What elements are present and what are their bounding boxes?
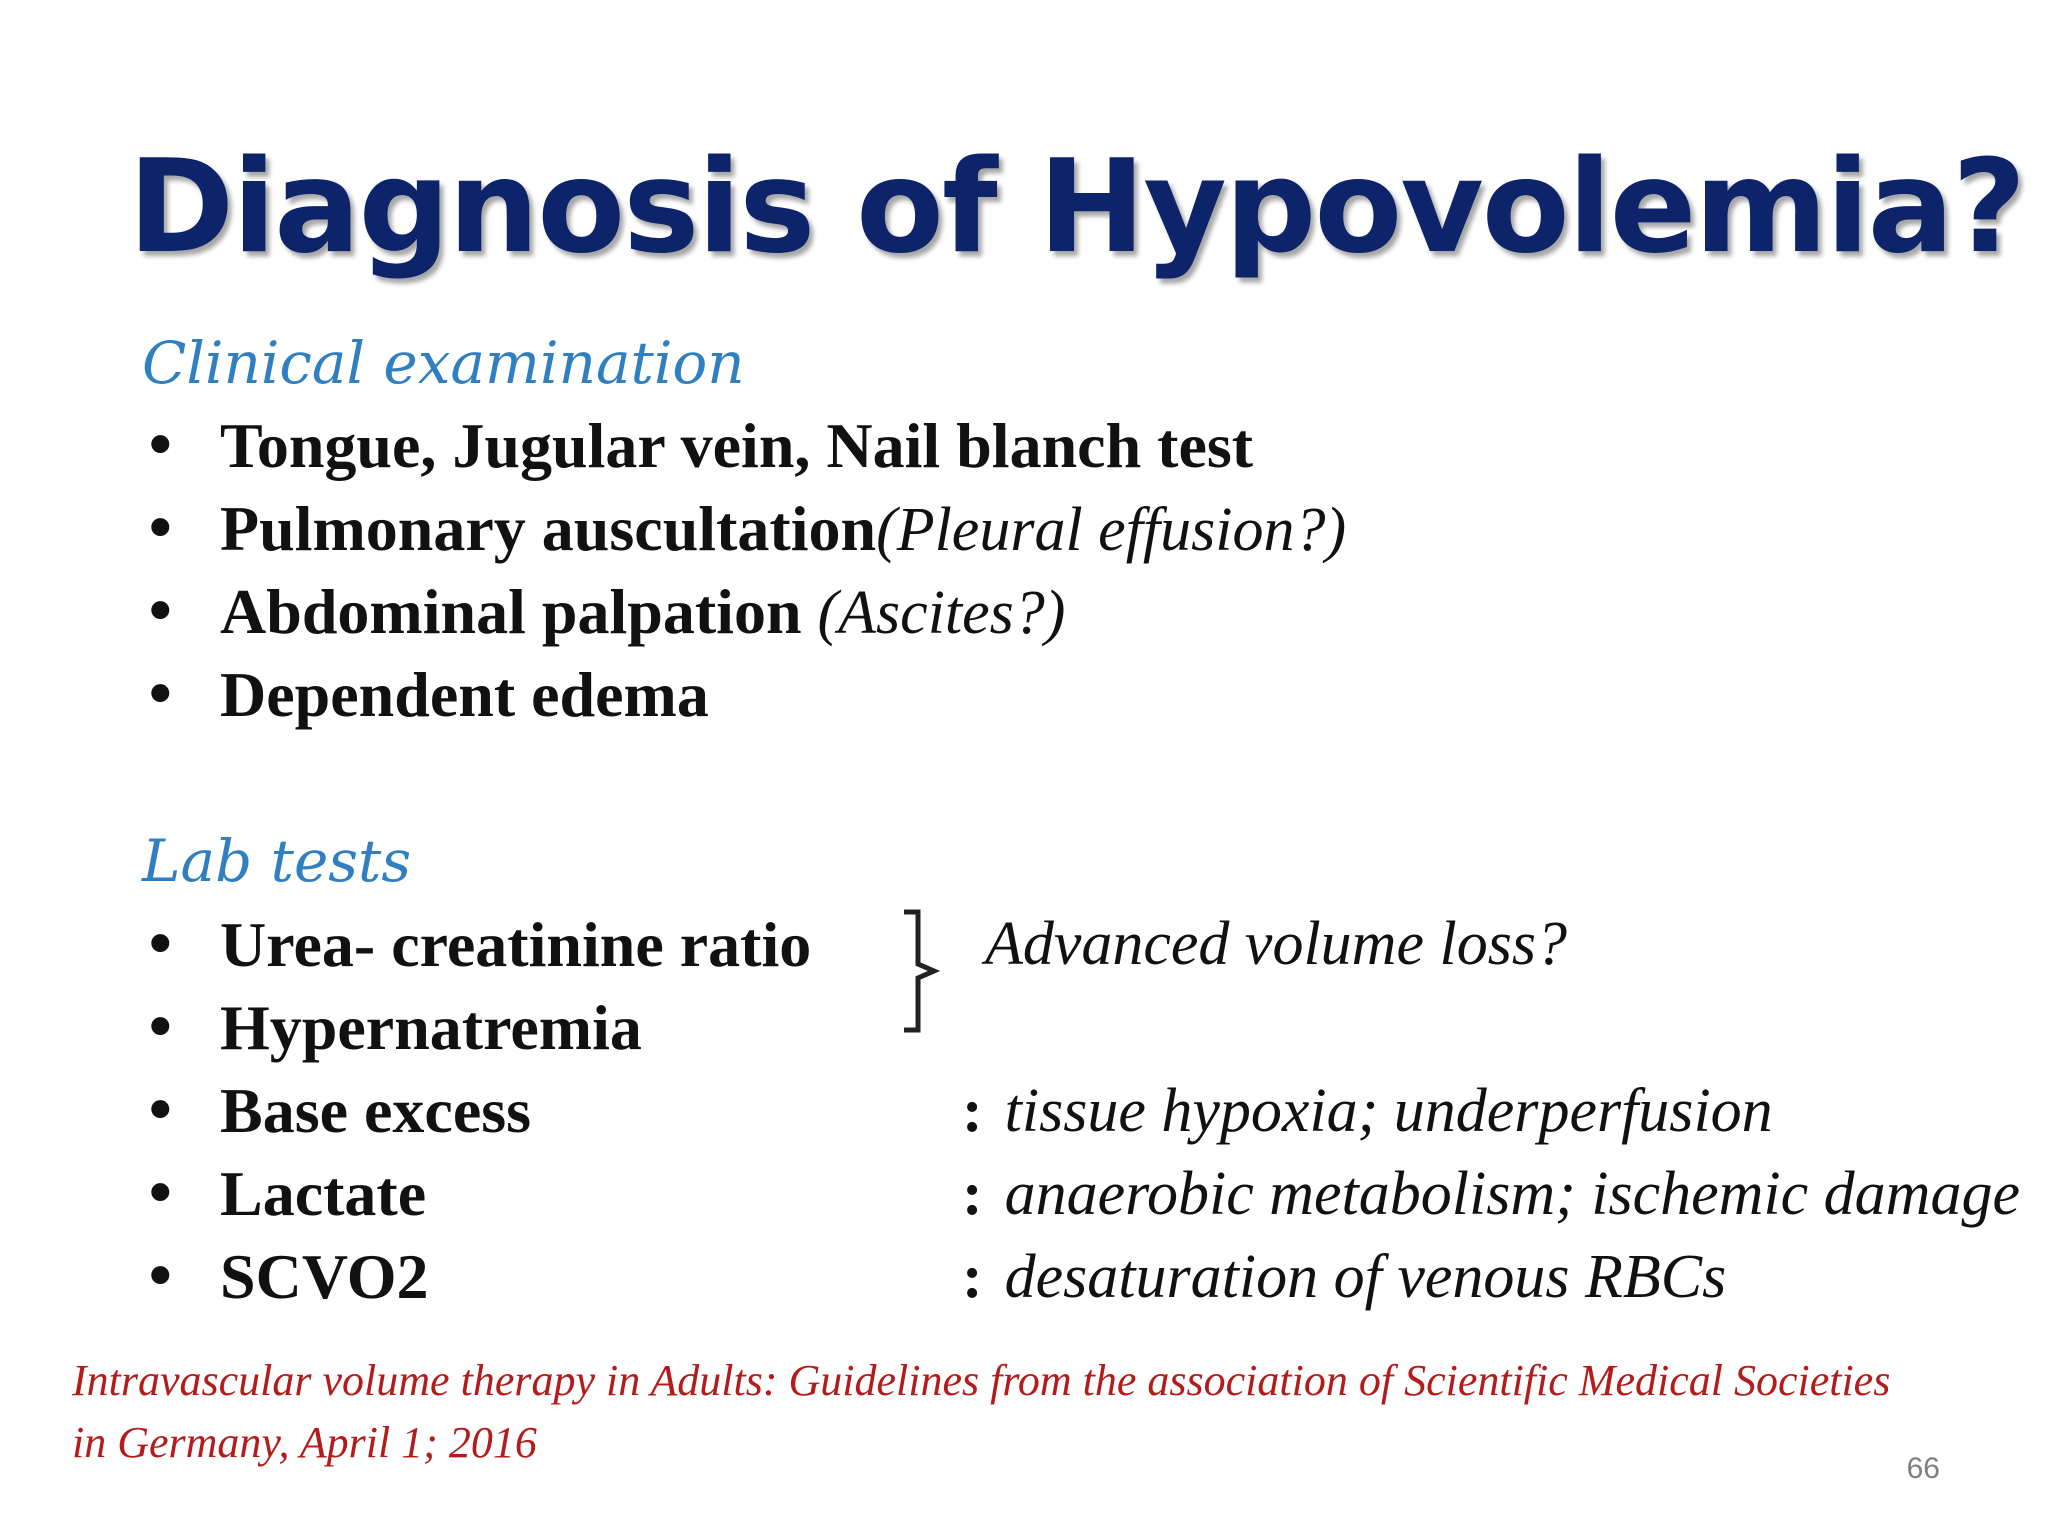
clinical-item-text: Abdominal palpation (Ascites?) <box>220 576 1066 647</box>
list-item <box>142 489 2002 569</box>
page-number: 66 <box>1906 1452 1940 1485</box>
bullet: • <box>142 908 179 981</box>
bullet: • <box>142 492 179 565</box>
list-item <box>142 406 2002 486</box>
bullet: • <box>142 1240 179 1313</box>
bullet: • <box>142 575 179 648</box>
list-item <box>142 988 2002 1068</box>
curly-bracket-icon <box>900 906 960 1036</box>
clinical-item-text: Tongue, Jugular vein, Nail blanch test <box>220 410 1254 481</box>
list-item <box>142 655 2002 735</box>
list-item <box>142 1071 2002 1151</box>
lab-item-text: Lactate <box>220 1158 427 1229</box>
citation: Intravascular volume therapy in Adults: Guidelines from the association of Scientific Medical Societies in Germany, April 1; 2016 <box>72 1356 1891 1467</box>
bullet: • <box>142 1157 179 1230</box>
clinical-examination-heading: Clinical examination <box>142 329 745 397</box>
list-item <box>142 572 2002 652</box>
list-item <box>142 1154 2020 1234</box>
bullet: • <box>142 1074 179 1147</box>
clinical-item-note: (Ascites?) <box>817 579 1066 647</box>
bullet: • <box>142 991 179 1064</box>
lab-item-explanation: : desaturation of venous RBCs <box>962 1243 1727 1311</box>
lab-item-text: Urea- creatinine ratio <box>220 909 812 980</box>
advanced-volume-loss-note: Advanced volume loss? <box>985 910 1567 978</box>
lab-item-text: Base excess <box>220 1075 532 1146</box>
lab-item-text: Hypernatremia <box>220 992 642 1063</box>
lab-item-text: SCVO2 <box>220 1241 429 1312</box>
lab-item-explanation: : tissue hypoxia; underperfusion <box>962 1077 1773 1145</box>
clinical-item-text: Dependent edema <box>220 659 709 730</box>
lab-item-explanation: : anaerobic metabolism; ischemic damage <box>962 1160 2020 1228</box>
clinical-item-note: (Pleural effusion?) <box>876 496 1347 564</box>
clinical-item-text: Pulmonary auscultation(Pleural effusion?) <box>220 493 1347 564</box>
lab-tests-heading: Lab tests <box>142 827 412 895</box>
list-item <box>142 1237 2002 1317</box>
slide-title: Diagnosis of Hypovolemia? <box>128 133 2025 282</box>
bullet: • <box>142 409 179 482</box>
bullet: • <box>142 658 179 731</box>
